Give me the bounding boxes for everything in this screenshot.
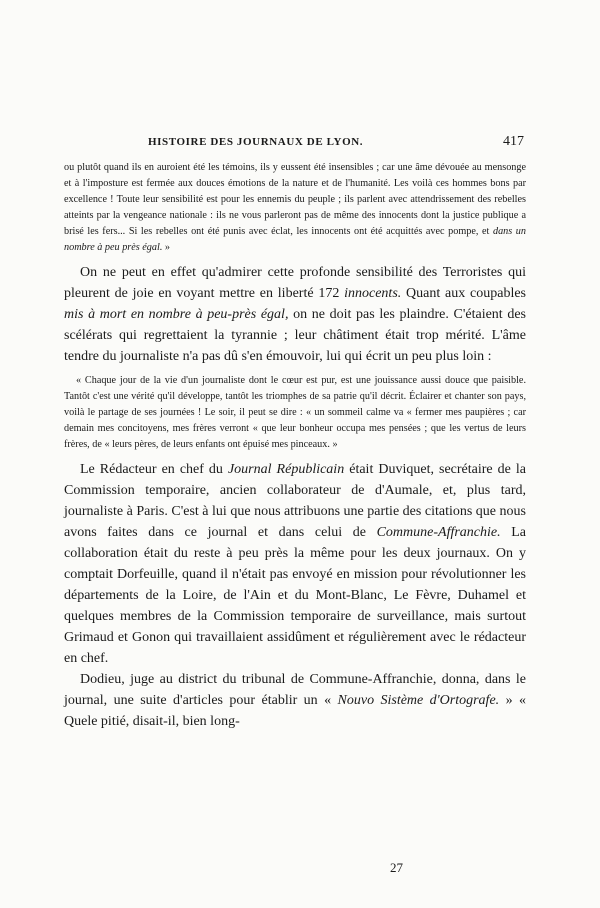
- para2-italic-2: Commune-Affranchie.: [376, 525, 501, 540]
- para1-italic-1: innocents.: [344, 286, 402, 301]
- para3-text-b: » « Quele pitié, disait-il, bien long-: [64, 693, 527, 729]
- para1-text-a: On ne peut en effet qu'admirer cette profonde sensibilité des Terroristes qui pleurent de joie en voyant mettre en liberté 172: [64, 265, 526, 301]
- para2-italic-1: Journal Républicain: [227, 462, 345, 477]
- quote1-text: ou plutôt quand ils en auroient été les témoins, ils y eussent été insensibles ; car une âme dévouée au mensonge et à l'imposture est fermée aux douces émotions de la nature et de l'humanité. Les voilà ces hommes bons par excellence ! Toute leur sensibilité est pour les ennemis du peuple ; ils parlent avec attendrissement des rebelles atteints par la vengeance nationale : ils ne vous parleront pas de même des innocents dont la justice publique a brisé les fers... Si les rebelles ont été punis avec éclat, les innocents ont été acquittés avec pompe, et: [64, 162, 526, 237]
- signature-mark: 27: [390, 860, 403, 875]
- paragraph-3: [64, 669, 526, 732]
- para2-text-a: Le Rédacteur en chef du: [80, 462, 228, 477]
- para1-text-c: on ne doit pas les plaindre. C'étaient des scélérats qui regrettaient la tyrannie ; leur châtiment était trop mérité. L'âme tendre du journaliste n'a pas dû s'en émouvoir, lui qui écrit un peu plus loin :: [64, 307, 526, 364]
- para3-italic-1: Nouvo Sistème d'Ortografe.: [337, 693, 500, 708]
- running-title: HISTOIRE DES JOURNAUX DE LYON.: [148, 136, 364, 148]
- page-number: 417: [503, 134, 524, 149]
- quote1-close: »: [162, 242, 171, 253]
- page-header: [64, 136, 524, 156]
- para1-text-b: Quant aux coupables: [401, 286, 526, 301]
- paragraph-2: [64, 459, 526, 669]
- quote-continuation: [64, 160, 526, 256]
- para3-text-a: Dodieu, juge au district du tribunal de Commune-Affranchie, donna, dans le journal, une suite d'articles pour établir un «: [64, 672, 526, 708]
- para2-text-c: La collaboration était du reste à peu près la même pour les deux journaux. On y comptait Dorfeuille, quand il n'était pas envoyé en mission pour révolutionner les départements de la Loire, de l'Ain et du Mont-Blanc, Le Fèvre, Duhamel et quelques membres de la Commission temporaire de surveillance, mais surtout Grimaud et Gonon qui travaillaient assidûment et régulièrement avec le rédacteur en chef.: [64, 525, 527, 666]
- paragraph-1: [64, 262, 526, 367]
- para2-text-b: était Duviquet, secrétaire de la Commission temporaire, ancien collaborateur de d'Aumale, et, plus tard, journaliste à Paris. C'est à lui que nous attribuons une partie des citations que nous avons faites dans ce journal et dans celui de: [64, 462, 526, 540]
- quote1-italic: dans un nombre à peu près égal.: [64, 226, 526, 253]
- journalist-quote: « Chaque jour de la vie d'un journaliste dont le cœur est pur, est une jouissance aussi douce que paisible. Tantôt c'est une vérité qu'il développe, tantôt les triomphes de sa patrie qu'il décrit. Éclairer et chanter son pays, voilà le partage de ses journées ! Le soir, il peut se dire : « un sommeil calme va « fermer mes paupières ; car demain mes concitoyens, mes frères verront « que leur bonheur occupa mes pensées ; que les vertus de leurs frères, de « leurs pères, de leurs enfants ont épuisé mes pinceaux. »: [64, 375, 526, 450]
- page-body: [64, 160, 526, 732]
- para1-italic-2: mis à mort en nombre à peu-près égal,: [64, 307, 289, 322]
